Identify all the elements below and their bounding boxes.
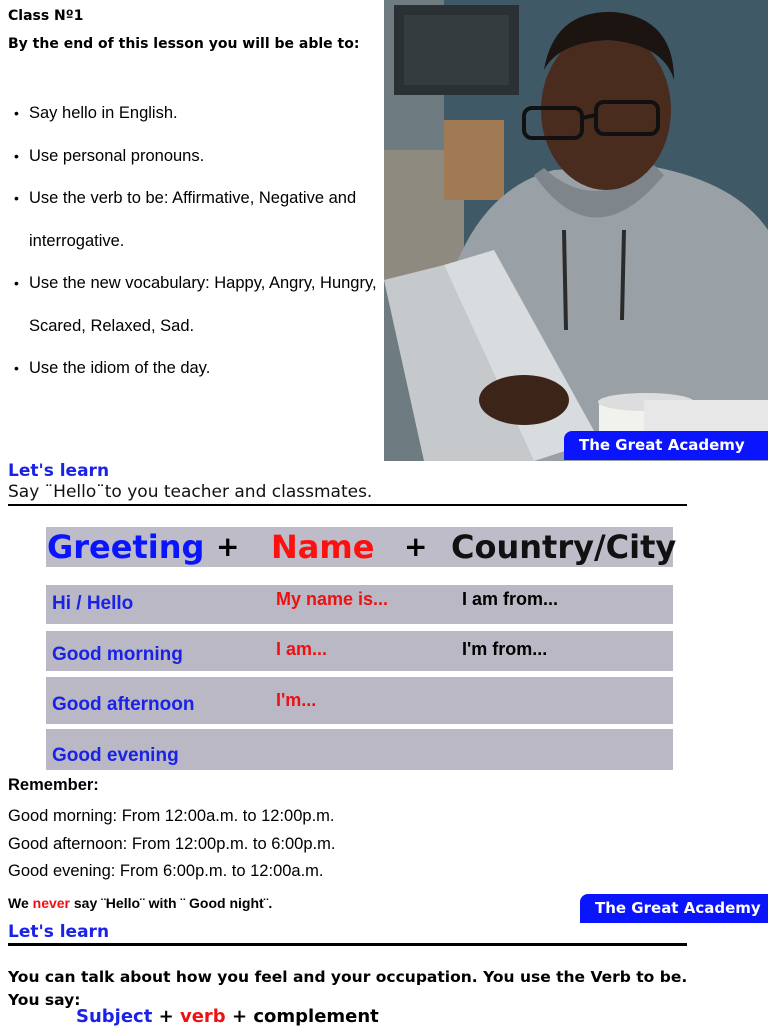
- greeting-table-header: [46, 527, 677, 567]
- formula-subject: Subject: [76, 1006, 153, 1027]
- greeting-cell: Good evening: [52, 745, 179, 766]
- name-cell: I'm...: [276, 690, 317, 710]
- never-note-post: say ¨Hello¨ with ¨ Good night¨.: [70, 895, 273, 911]
- objectives-intro: By the end of this lesson you will be able to:: [8, 36, 360, 52]
- greeting-cell: Good morning: [52, 644, 183, 665]
- objective-item: • Use the new vocabulary: Happy, Angry, Hungry, Scared, Relaxed, Sad.: [14, 262, 379, 347]
- student-photo: [384, 0, 768, 461]
- formula-plus: +: [158, 1006, 174, 1027]
- never-note: [8, 895, 272, 911]
- class-title: Class Nº1: [8, 8, 84, 24]
- header-country-city: Country/City: [451, 528, 677, 566]
- objective-item: • Say hello in English.: [14, 92, 379, 135]
- objective-item: • Use the idiom of the day.: [14, 347, 379, 390]
- remember-line: Good afternoon: From 12:00p.m. to 6:00p.m.: [8, 834, 336, 853]
- table-row: [46, 677, 673, 724]
- divider: [8, 504, 687, 506]
- remember-list: [8, 803, 335, 886]
- greeting-cell: Hi / Hello: [52, 593, 134, 614]
- country-cell: I am from...: [462, 589, 559, 609]
- formula-complement: complement: [253, 1006, 379, 1027]
- remember-title: Remember:: [8, 776, 99, 794]
- table-row: [46, 585, 673, 624]
- remember-line: Good morning: From 12:00a.m. to 12:00p.m.: [8, 807, 335, 825]
- section-heading: Let's learn: [8, 461, 110, 481]
- header-greeting: Greeting: [47, 528, 205, 566]
- formula-plus: +: [231, 1006, 248, 1027]
- section-text: You can talk about how you feel and your occupation. You use the Verb to be. You say:: [8, 968, 688, 1009]
- academy-badge: The Great Academy: [580, 894, 768, 923]
- header-name: Name: [271, 528, 375, 566]
- academy-badge: The Great Academy: [564, 431, 768, 460]
- greeting-cell: Good afternoon: [52, 694, 195, 715]
- section-subtitle: Say ¨Hello¨to you teacher and classmates.: [8, 482, 373, 502]
- divider: [8, 943, 687, 946]
- header-plus: +: [404, 530, 428, 563]
- objective-item: • Use the verb to be: Affirmative, Negative and interrogative.: [14, 177, 379, 262]
- country-cell: I'm from...: [462, 639, 548, 659]
- formula-verb: verb: [179, 1006, 226, 1027]
- section-heading: Let's learn: [8, 922, 110, 942]
- table-row: [46, 729, 673, 770]
- name-cell: My name is...: [276, 589, 389, 609]
- never-word: never: [32, 895, 70, 911]
- remember-line: Good evening: From 6:00p.m. to 12:00a.m.: [8, 862, 324, 880]
- objective-item: • Use personal pronouns.: [14, 135, 379, 178]
- name-cell: I am...: [276, 639, 328, 659]
- objectives-list: [14, 92, 379, 390]
- never-note-pre: We: [8, 895, 33, 911]
- header-plus: +: [216, 530, 240, 563]
- table-row: [46, 631, 673, 671]
